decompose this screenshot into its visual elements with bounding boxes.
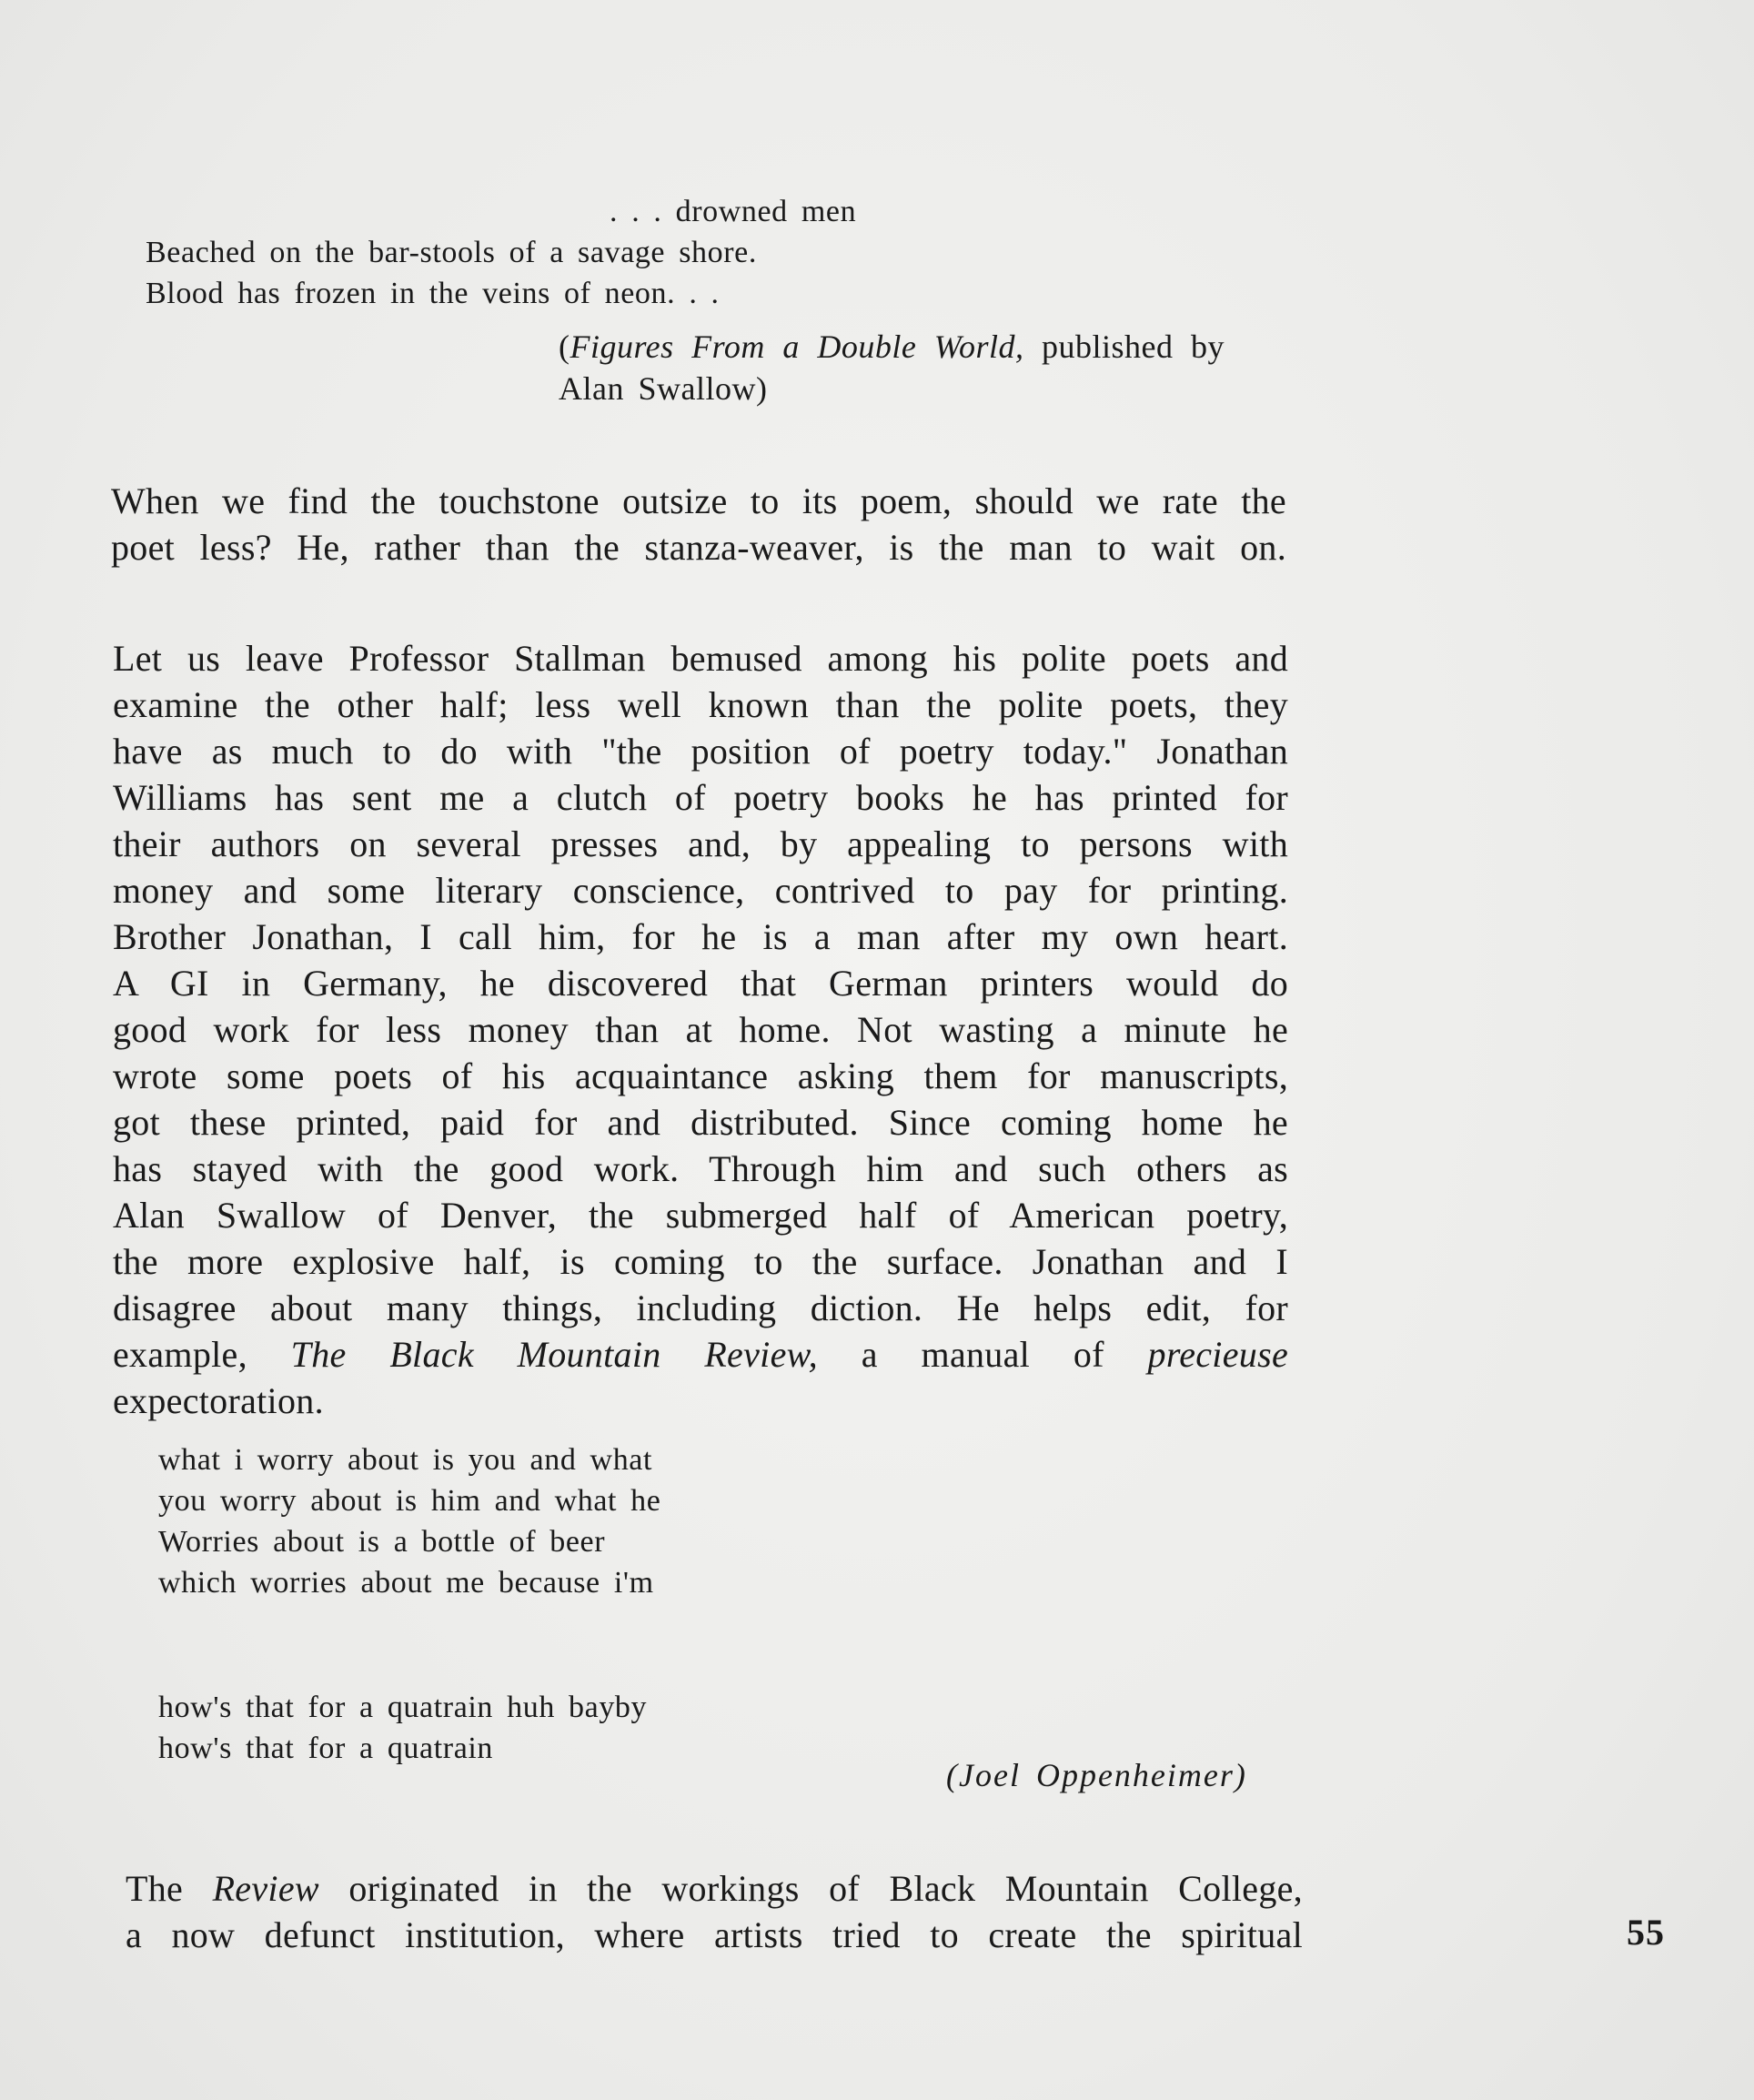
citation-line-1: [559, 326, 1225, 368]
poem-stanza-1: [158, 1439, 660, 1603]
epigraph-line: Blood has frozen in the veins of neon. . .: [146, 277, 720, 310]
line-text: a manual of: [861, 1334, 1104, 1375]
paragraph-line-with-title: [113, 1331, 1288, 1378]
paragraph-line-with-title: [126, 1865, 1303, 1912]
epigraph-line: Beached on the bar-stools of a savage shore.: [146, 236, 757, 269]
paragraph-line: Alan Swallow of Denver, the submerged half of American poetry,: [113, 1195, 1288, 1236]
paragraph-line: examine the other half; less well known than the polite poets, they: [113, 684, 1288, 725]
citation-published-by: published by: [1042, 328, 1225, 365]
review-title: The Black Mountain Review,: [290, 1334, 818, 1375]
paragraph-line: Let us leave Professor Stallman bemused among his polite poets and: [113, 638, 1288, 679]
paragraph-line: good work for less money than at home. Not wasting a minute he: [113, 1009, 1288, 1050]
paragraph-line: has stayed with the good work. Through him and such others as: [113, 1148, 1288, 1189]
paragraph-line: money and some literary conscience, contrived to pay for printing.: [113, 870, 1288, 911]
paragraph-line: a now defunct institution, where artists tried to create the spiritual: [126, 1914, 1303, 1955]
paragraph-line: A GI in Germany, he discovered that German printers would do: [113, 963, 1288, 1004]
paragraph-line: poet less? He, rather than the stanza-weaver, is the man to wait on.: [111, 527, 1286, 568]
paragraph-line: When we find the touchstone outsize to its poem, should we rate the: [111, 480, 1286, 521]
line-text: example,: [113, 1334, 247, 1375]
paragraph-line: have as much to do with "the position of poetry today." Jonathan: [113, 731, 1288, 772]
attribution-text: (Joel Oppenheimer): [946, 1757, 1247, 1793]
poem-stanza-2: [158, 1687, 660, 1769]
poem-line: what i worry about is you and what: [158, 1443, 653, 1477]
epigraph-line: . . . drowned men: [610, 195, 857, 228]
paragraph-line: their authors on several presses and, by appealing to persons with: [113, 823, 1288, 864]
line-text: The: [126, 1868, 184, 1909]
poem-line: how's that for a quatrain huh bayby: [158, 1691, 648, 1724]
poem-line: which worries about me because i'm: [158, 1566, 654, 1600]
paragraph-3: [126, 1865, 1303, 1958]
review-word: Review: [212, 1868, 319, 1909]
paragraph-line: expectoration.: [113, 1380, 324, 1421]
epigraph-citation: [559, 326, 1225, 409]
paragraph-line: disagree about many things, including diction. He helps edit, for: [113, 1287, 1288, 1328]
paragraph-line: got these printed, paid for and distributed. Since coming home he: [113, 1102, 1288, 1143]
citation-publisher: Alan Swallow): [559, 370, 768, 407]
precieuse-word: precieuse: [1147, 1334, 1288, 1375]
page-number: 55: [1627, 1912, 1665, 1953]
quoted-poem: [158, 1439, 660, 1769]
paragraph-line: Williams has sent me a clutch of poetry books he has printed for: [113, 777, 1288, 818]
poem-attribution: [946, 1754, 1247, 1796]
poem-line: you worry about is him and what he: [158, 1484, 661, 1518]
paragraph-line: Brother Jonathan, I call him, for he is a man after my own heart.: [113, 916, 1288, 957]
citation-open-paren: (: [559, 328, 570, 365]
line-text: originated in the workings of Black Mountain College,: [348, 1868, 1303, 1909]
paragraph-line: wrote some poets of his acquaintance asking them for manuscripts,: [113, 1055, 1288, 1096]
paragraph-1: [111, 478, 1286, 570]
poem-line: how's that for a quatrain: [158, 1731, 494, 1765]
epigraph-verse: [146, 191, 856, 314]
paragraph-line: the more explosive half, is coming to the surface. Jonathan and I: [113, 1241, 1288, 1282]
book-title: Figures From a Double World,: [570, 328, 1024, 365]
paragraph-2: [113, 635, 1288, 1424]
poem-line: Worries about is a bottle of beer: [158, 1525, 606, 1559]
